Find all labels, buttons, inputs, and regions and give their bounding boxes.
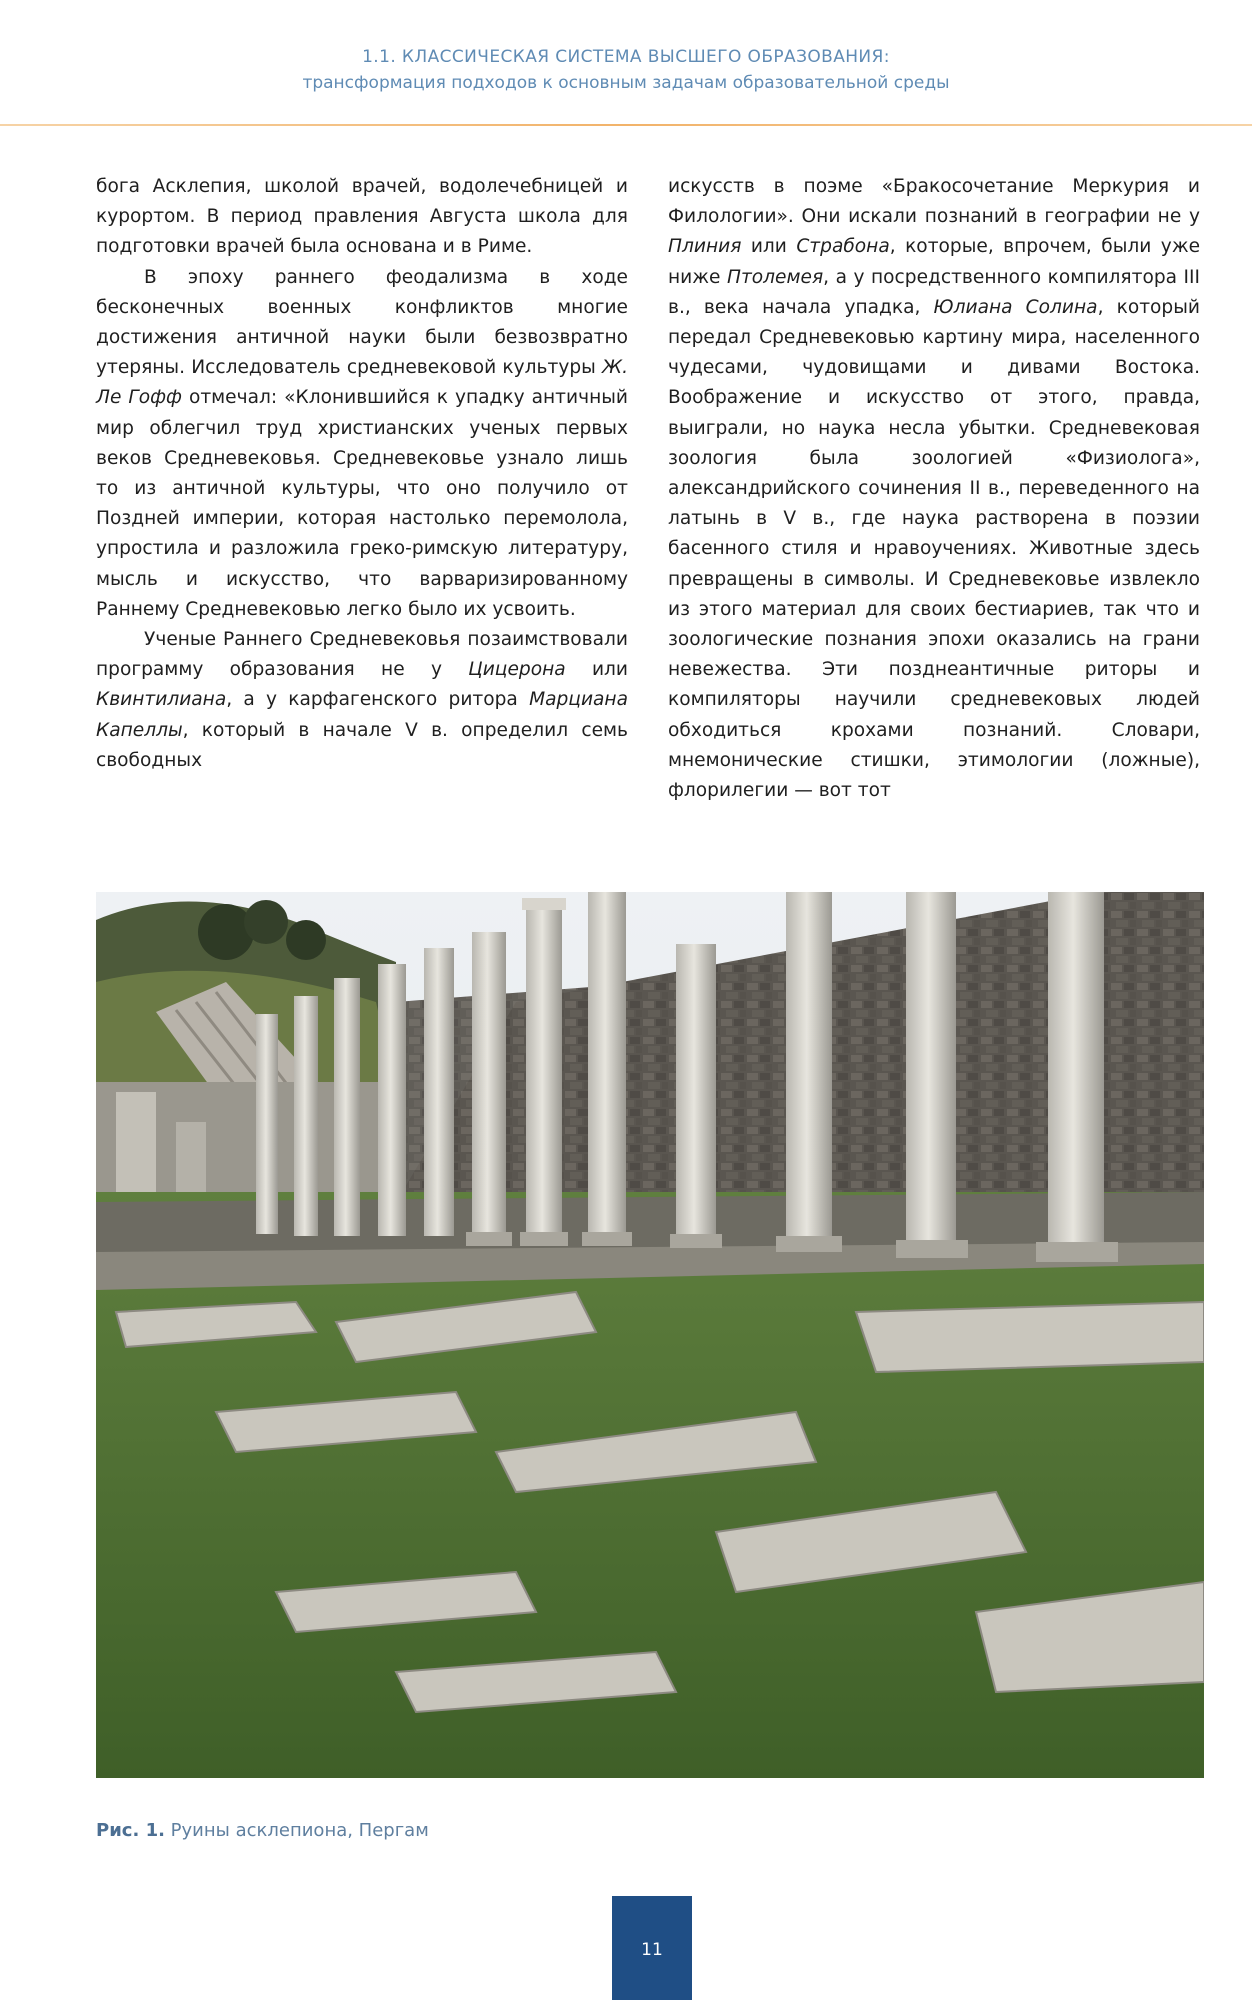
- text-run: В эпоху раннего феодализма в ходе бесконечных военных конфликтов многие достижения античной науки были безвозвратно утеряны. Исследователь средневековой культуры: [96, 266, 628, 379]
- page-number-box: [612, 1896, 692, 2000]
- caption-text: Руины асклепиона, Пергам: [164, 1820, 429, 1841]
- text-run: отмечал: «Клонившийся к упадку античный мир облегчил труд христианских ученых первых веков Средневековья. Средневековье узнало лишь то из античной культуры, что оно получило от Поздней империи, которая настолько перемолола, упростила и разложила греко-римскую литературу, мысль и искусство, что варваризированному Раннему Средневековью легко было их усвоить.: [96, 387, 628, 620]
- text-run: или: [565, 659, 629, 681]
- italic-name: Страбона: [796, 236, 890, 258]
- text-run: , которые, впрочем, были уже ниже: [668, 236, 1201, 288]
- text-run: , который в начале V в. определил семь свободных: [96, 719, 628, 771]
- paragraph: [96, 172, 628, 263]
- paragraph: [96, 625, 628, 776]
- page-number: 11: [641, 1940, 663, 1960]
- italic-name: Птолемея: [726, 266, 824, 288]
- text-column-left: [96, 172, 628, 776]
- photo-illustration: [96, 892, 1204, 1778]
- text-column-right: [668, 172, 1200, 806]
- text-run: , а у карфагенского ритора: [226, 689, 530, 711]
- italic-name: Квинтилиана: [96, 689, 227, 711]
- text-run: или: [741, 236, 797, 258]
- text-run: бога Асклепия, школой врачей, водолечебницей и курортом. В период правления Августа школа для подготовки врачей была основана и в Риме.: [96, 176, 628, 258]
- italic-name: Плиния: [668, 236, 742, 258]
- text-run: , который передал Средневековью картину мира, населенного чудесами, чудовищами и дивами Востока. Воображение и искусство от этого, правда, выиграли, но наука несла убытки. Средневековая зоология была зоологией «Физиолога», александрийского сочинения II в., переведенного на латынь в V в., где наука растворена в поэзии басенного стиля и нравоучениях. Животные здесь превращены в символы. И Средневековье извлекло из этого материал для своих бестиариев, так что и зоологические познания эпохи оказались на грани невежества. Эти позднеантичные риторы и компиляторы научили средневековых людей обходиться крохами познаний. Словари, мнемонические стишки, этимологии (ложные), флорилегии — вот тот: [668, 296, 1200, 802]
- header-divider: [0, 124, 1252, 126]
- caption-label: Рис. 1.: [96, 1820, 165, 1841]
- italic-name: Цицерона: [468, 659, 566, 681]
- italic-name: Юлиана Солина: [933, 296, 1098, 318]
- chapter-subtitle: трансформация подходов к основным задачам образовательной среды: [302, 73, 950, 93]
- text-run: , а у посредственного компилятора III в., века начала упадка,: [668, 266, 1201, 318]
- figure-caption: [96, 1820, 429, 1841]
- ruins-photo: [96, 892, 1204, 1778]
- paragraph: [668, 172, 1200, 806]
- text-run: искусств в поэме «Бракосочетание Меркурия и Филологии». Они искали познаний в географии не у: [668, 176, 1200, 228]
- chapter-title: 1.1. КЛАССИЧЕСКАЯ СИСТЕМА ВЫСШЕГО ОБРАЗОВАНИЯ:: [362, 47, 890, 67]
- running-header: [0, 44, 1252, 96]
- italic-name: Марциана Капеллы: [96, 689, 628, 741]
- italic-name: Ж. Ле Гофф: [96, 357, 628, 409]
- text-run: Ученые Раннего Средневековья позаимствовали программу образования не у: [96, 629, 628, 681]
- paragraph: [96, 263, 628, 625]
